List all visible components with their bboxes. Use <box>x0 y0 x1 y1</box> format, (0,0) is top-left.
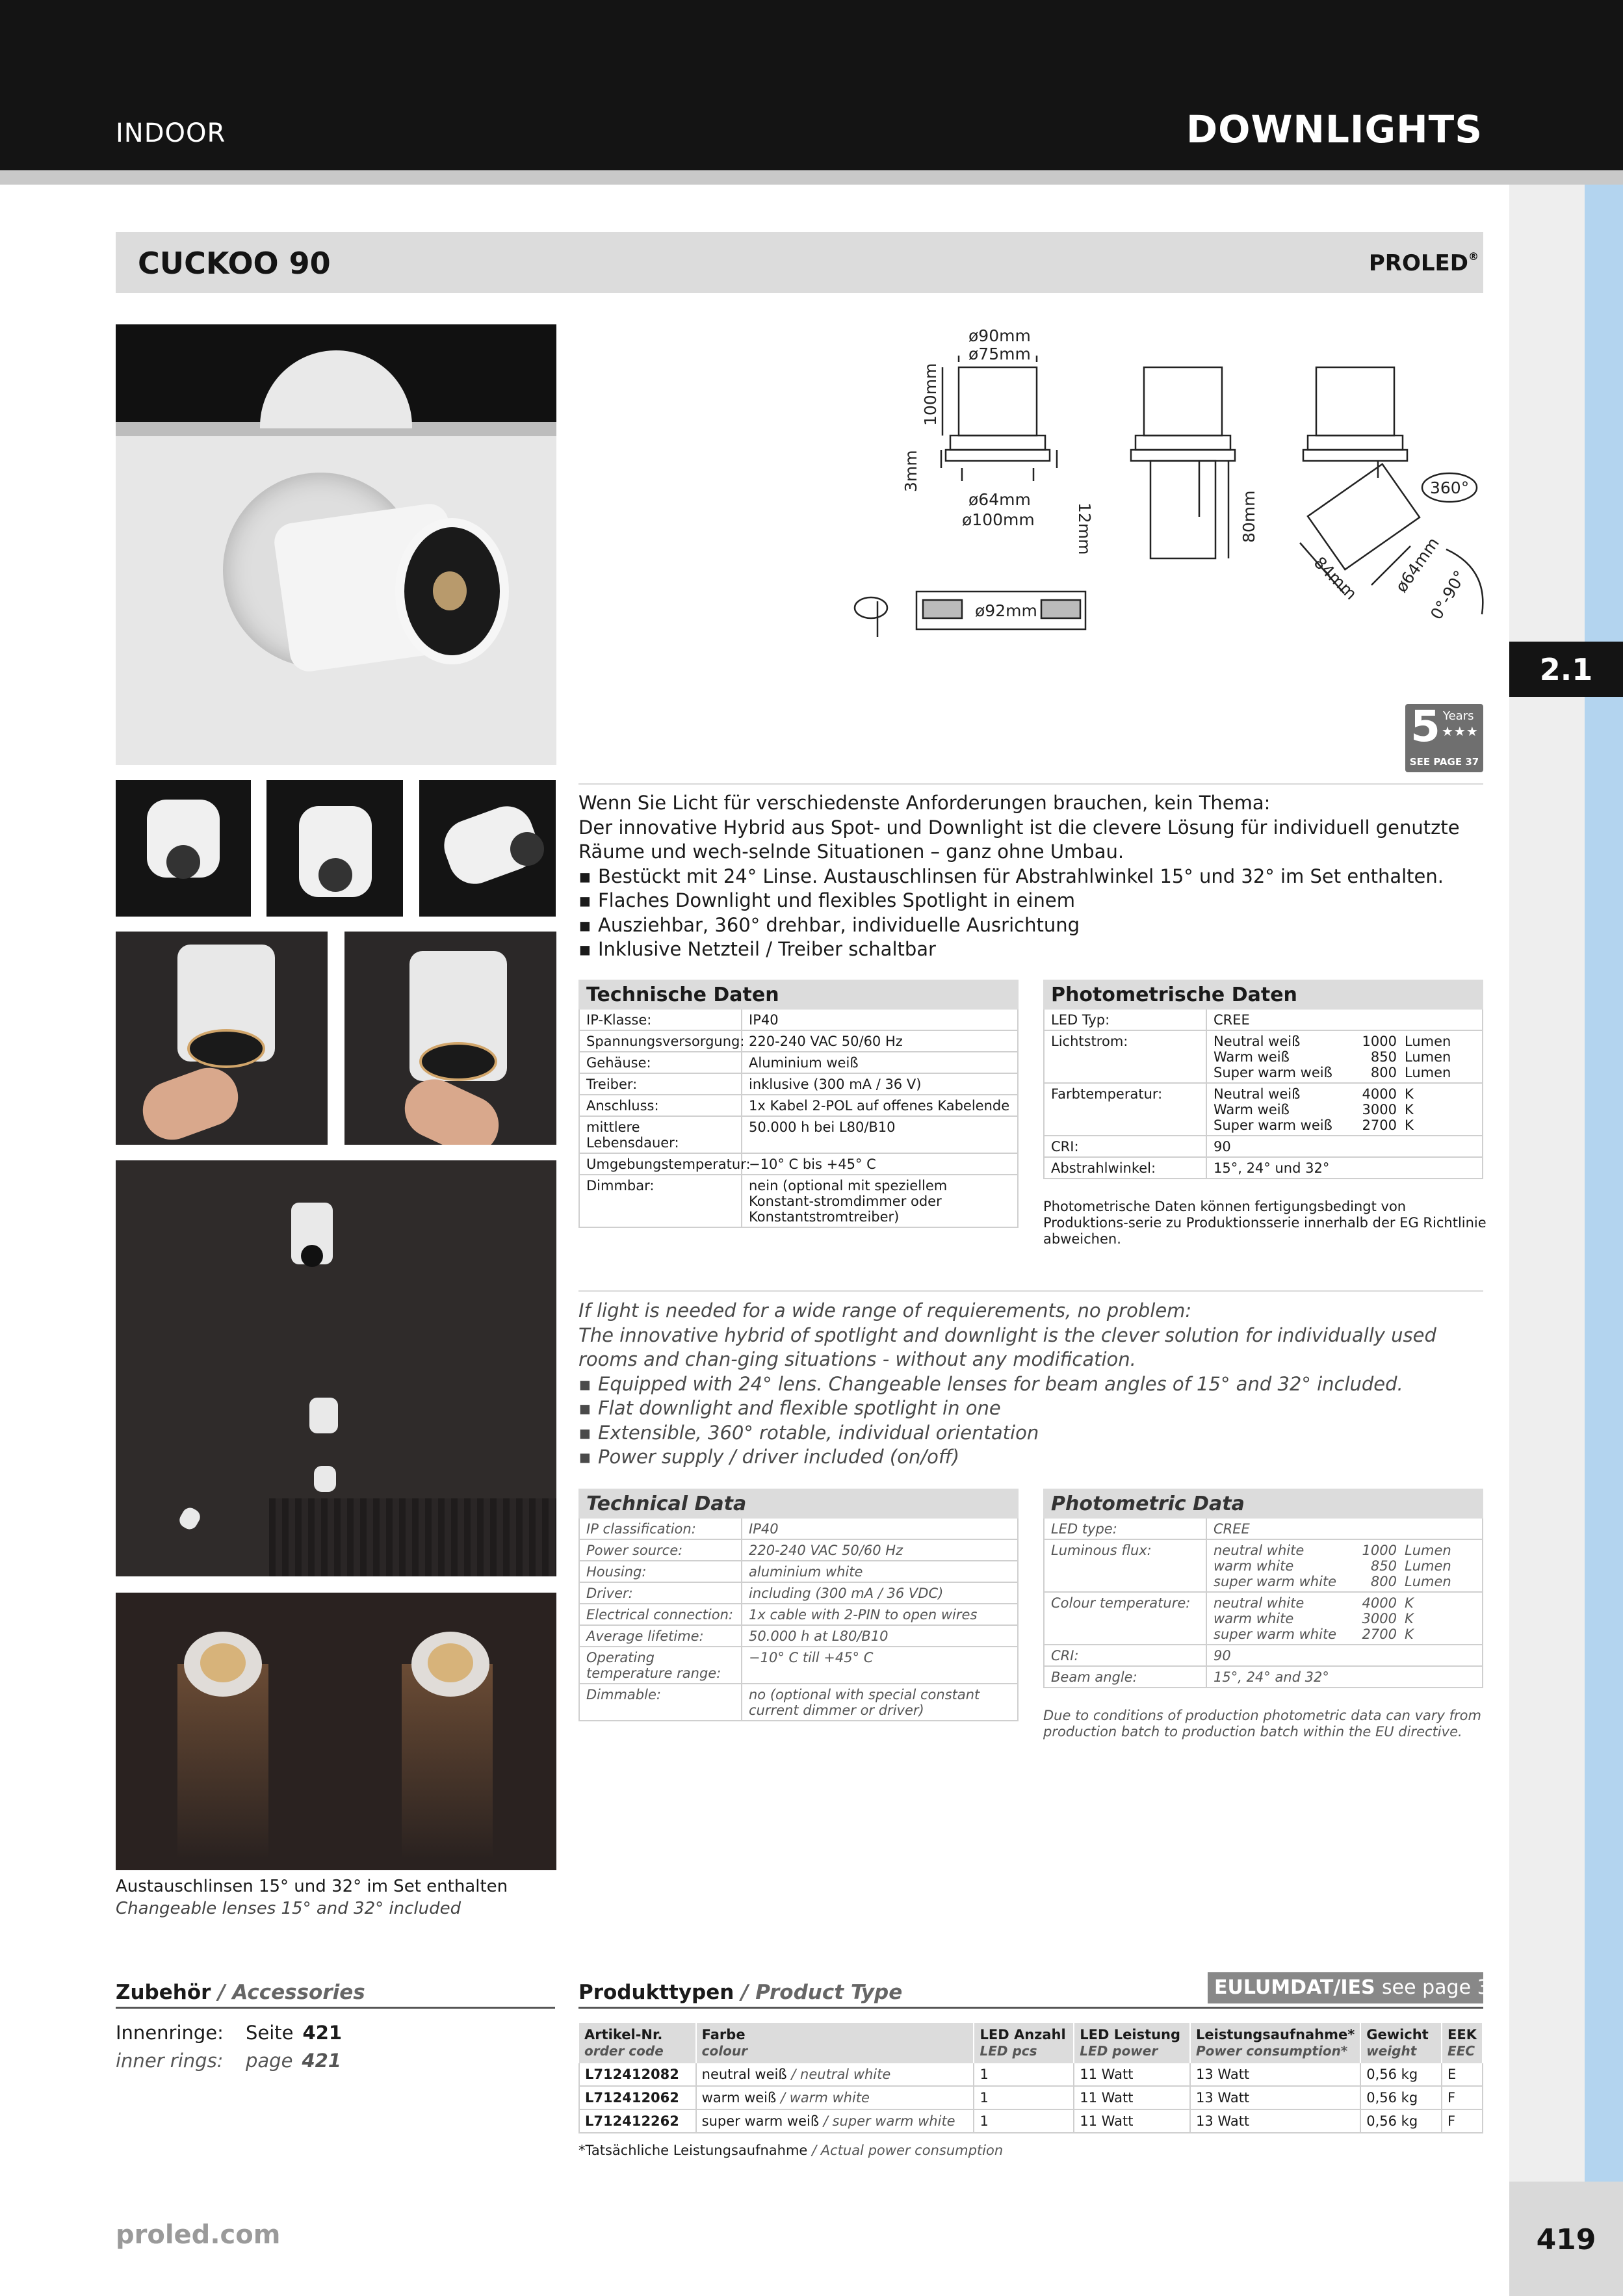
temp-name: Super warm weiß <box>1214 1117 1332 1133</box>
flux-value: 800 <box>1370 1065 1397 1080</box>
spec-value: 50.000 h bei L80/B10 <box>749 1119 896 1135</box>
dim-d64b: ø64mm <box>1392 534 1443 596</box>
product-types-table <box>578 2023 1483 2133</box>
spec-key: LED type: <box>1045 1519 1207 1539</box>
flux-value: 1000 <box>1362 1543 1397 1558</box>
photometric-data-de <box>1043 980 1483 1179</box>
consumption: 13 Watt <box>1190 2109 1360 2133</box>
dim-d92: ø92mm <box>975 601 1037 620</box>
flux-value: 850 <box>1370 1049 1397 1065</box>
description-de-intro1: Wenn Sie Licht für verschiedenste Anforderungen brauchen, kein Thema: <box>578 792 1271 814</box>
spec-key: Beam angle: <box>1045 1667 1207 1687</box>
dim-d90: ø90mm <box>968 326 1031 345</box>
temp-value: 2700 <box>1362 1626 1397 1642</box>
flux-value: 800 <box>1370 1574 1397 1589</box>
accessory-page-word: page <box>246 2050 293 2072</box>
temp-name: super warm white <box>1214 1626 1337 1642</box>
accessory-label: Innenringe: <box>116 2022 224 2044</box>
spec-key: Average lifetime: <box>580 1626 742 1646</box>
temp-unit: K <box>1405 1611 1414 1626</box>
description-en-bullet: ▪ Flat downlight and flexible spotlight in one <box>578 1396 1485 1421</box>
product-types-title-en: / Product Type <box>741 1981 903 2004</box>
flux-value: 850 <box>1370 1558 1397 1574</box>
led-power: 11 Watt <box>1074 2109 1190 2133</box>
spec-key: Treiber: <box>580 1074 742 1094</box>
description-de <box>578 791 1485 962</box>
accessory-page-link[interactable]: 421 <box>302 2022 343 2044</box>
spec-key: Housing: <box>580 1561 742 1582</box>
dim-rotation: 360° <box>1430 478 1470 497</box>
tech-data-de-title: Technische Daten <box>578 980 1019 1010</box>
spec-value: including (300 mA / 36 VDC) <box>749 1585 944 1601</box>
dim-tilt: 0°-90° <box>1427 567 1470 623</box>
spec-key: Electrical connection: <box>580 1604 742 1624</box>
spec-value: nein (optional mit speziellem Konstant-stromdimmer oder Konstantstromtreiber) <box>749 1178 948 1225</box>
eec: F <box>1442 2109 1483 2133</box>
weight: 0,56 kg <box>1360 2086 1442 2109</box>
flux-name: warm white <box>1214 1558 1294 1574</box>
dimension-drawing <box>838 322 1501 647</box>
spec-value: 220-240 VAC 50/60 Hz <box>749 1543 903 1558</box>
dim-d64: ø64mm <box>968 490 1031 509</box>
photometric-de-title: Photometrische Daten <box>1043 980 1483 1010</box>
product-types-title-de: Produkttypen <box>578 1981 734 2004</box>
flux-name: neutral white <box>1214 1543 1305 1558</box>
temp-value: 3000 <box>1362 1611 1397 1626</box>
spec-value: Aluminium weiß <box>749 1055 859 1071</box>
description-de-intro2: Der innovative Hybrid aus Spot- und Downlight ist die clevere Lösung für individuell genutzte Räume und wech-selnde Situationen – ganz ohne Umbau. <box>578 816 1460 863</box>
side-strip <box>1509 185 1585 2296</box>
spec-key: Farbtemperatur: <box>1045 1084 1207 1135</box>
colour: neutral weiß / neutral white <box>696 2063 974 2086</box>
spec-value: 50.000 h at L80/B10 <box>749 1628 889 1644</box>
flux-unit: Lumen <box>1405 1034 1451 1049</box>
accessories-title-de: Zubehör <box>116 1981 211 2004</box>
spec-value: 90 <box>1214 1648 1231 1663</box>
spec-key: Luminous flux: <box>1045 1540 1207 1591</box>
caption-en: Changeable lenses 15° and 32° included <box>116 1899 461 1918</box>
temp-value: 4000 <box>1362 1595 1397 1611</box>
spec-key: IP classification: <box>580 1519 742 1539</box>
footnote <box>578 2143 1003 2158</box>
warranty-years-number: 5 <box>1410 701 1440 751</box>
flux-unit: Lumen <box>1405 1065 1451 1080</box>
temp-unit: K <box>1405 1102 1414 1117</box>
tech-data-en-title: Technical Data <box>578 1489 1019 1519</box>
tech-data-de <box>578 980 1019 1228</box>
colour: super warm weiß / super warm white <box>696 2109 974 2133</box>
table-row <box>579 2109 1483 2133</box>
product-types-rule <box>578 2007 1483 2009</box>
warranty-badge[interactable] <box>1405 701 1483 772</box>
spec-value: IP40 <box>749 1012 779 1028</box>
consumption: 13 Watt <box>1190 2063 1360 2086</box>
flux-unit: Lumen <box>1405 1574 1451 1589</box>
warranty-see-page: SEE PAGE 37 <box>1409 756 1479 768</box>
product-thumb-1 <box>116 780 251 917</box>
temp-value: 3000 <box>1362 1102 1397 1117</box>
website-link[interactable]: proled.com <box>116 2220 281 2250</box>
photometric-note-en: Due to conditions of production photometric data can vary from production batch to production batch within the EU directive. <box>1043 1708 1481 1740</box>
col-header-consumption: Leistungsaufnahme* Power consumption* <box>1190 2023 1360 2063</box>
footnote-en: / Actual power consumption <box>812 2143 1004 2158</box>
flux-unit: Lumen <box>1405 1543 1451 1558</box>
spec-value: CREE <box>1214 1012 1250 1028</box>
order-code: L712412062 <box>579 2086 696 2109</box>
temp-unit: K <box>1405 1086 1414 1102</box>
description-en-bullet: ▪ Extensible, 360° rotable, individual orientation <box>578 1421 1485 1446</box>
caption-de: Austauschlinsen 15° und 32° im Set enthalten <box>116 1877 508 1896</box>
accessory-label: inner rings: <box>116 2050 224 2072</box>
divider-top <box>578 783 1483 785</box>
spec-key: CRI: <box>1045 1645 1207 1665</box>
spec-value: IP40 <box>749 1521 779 1537</box>
product-types-title <box>578 1981 902 2004</box>
photometric-data-en <box>1043 1489 1483 1688</box>
spec-key: Abstrahlwinkel: <box>1045 1158 1207 1178</box>
spec-value: 220-240 VAC 50/60 Hz <box>749 1034 903 1049</box>
flux-name: Warm weiß <box>1214 1049 1290 1065</box>
description-de-bullet: ▪ Ausziehbar, 360° drehbar, individuelle Ausrichtung <box>578 913 1485 938</box>
flux-name: Neutral weiß <box>1214 1034 1301 1049</box>
spec-key: Dimmable: <box>580 1684 742 1720</box>
spec-key: CRI: <box>1045 1136 1207 1156</box>
spec-key: Spannungsversorgung: <box>580 1031 742 1051</box>
eulumdat-link[interactable] <box>1208 1972 1502 2003</box>
product-name: CUCKOO 90 <box>138 246 331 281</box>
spec-value: 90 <box>1214 1139 1231 1155</box>
description-de-bullet: ▪ Inklusive Netzteil / Treiber schaltbar <box>578 937 1485 962</box>
description-en-intro1: If light is needed for a wide range of requierements, no problem: <box>578 1299 1192 1322</box>
flux-value: 1000 <box>1362 1034 1397 1049</box>
led-pcs: 1 <box>974 2086 1074 2109</box>
spec-value: inklusive (300 mA / 36 V) <box>749 1076 922 1092</box>
flux-name: Super warm weiß <box>1214 1065 1332 1080</box>
spec-key: LED Typ: <box>1045 1010 1207 1030</box>
spec-value: no (optional with special constant current dimmer or driver) <box>749 1687 980 1718</box>
accessory-page-link[interactable]: 421 <box>302 2050 341 2072</box>
spec-key: Umgebungstemperatur: <box>580 1154 742 1174</box>
spec-key: Driver: <box>580 1583 742 1603</box>
dim-h80: 80mm <box>1240 490 1258 543</box>
photometric-en-title: Photometric Data <box>1043 1489 1483 1519</box>
tech-data-en <box>578 1489 1019 1721</box>
temp-value: 4000 <box>1362 1086 1397 1102</box>
dim-l84: 84mm <box>1310 553 1361 604</box>
consumption: 13 Watt <box>1190 2086 1360 2109</box>
category-title: DOWNLIGHTS <box>1186 107 1483 151</box>
eec: F <box>1442 2086 1483 2109</box>
led-power: 11 Watt <box>1074 2086 1190 2109</box>
spec-value: 1x cable with 2-PIN to open wires <box>749 1607 978 1623</box>
room-photo <box>116 1160 556 1576</box>
spec-value: −10° C bis +45° C <box>749 1156 876 1172</box>
product-thumb-2 <box>266 780 403 917</box>
footnote-de: *Tatsächliche Leistungsaufnahme <box>578 2143 808 2158</box>
dim-d100: ø100mm <box>962 510 1035 529</box>
led-power: 11 Watt <box>1074 2063 1190 2086</box>
description-en-bullet: ▪ Power supply / driver included (on/off) <box>578 1445 1485 1470</box>
eec: E <box>1442 2063 1483 2086</box>
spec-key: IP-Klasse: <box>580 1010 742 1030</box>
temp-unit: K <box>1405 1595 1414 1611</box>
divider-mid <box>578 1290 1483 1292</box>
spec-key: Lichtstrom: <box>1045 1031 1207 1082</box>
temp-unit: K <box>1405 1117 1414 1133</box>
warranty-stars-icon: ★★★ <box>1442 724 1479 739</box>
description-de-bullet: ▪ Flaches Downlight und flexibles Spotlight in einem <box>578 889 1485 913</box>
weight: 0,56 kg <box>1360 2063 1442 2086</box>
eulumdat-label: EULUMDAT/IES <box>1214 1976 1375 1999</box>
description-en-bullet: ▪ Equipped with 24° lens. Changeable lenses for beam angles of 15° and 32° included. <box>578 1372 1485 1397</box>
order-code: L712412262 <box>579 2109 696 2133</box>
spec-key: Colour temperature: <box>1045 1593 1207 1644</box>
description-en-intro2: The innovative hybrid of spotlight and downlight is the clever solution for individually used rooms and chan-ging situations - without any modification. <box>578 1324 1436 1370</box>
col-header-code: Artikel-Nr. order code <box>579 2023 696 2063</box>
hand-photo-1 <box>116 932 328 1145</box>
brand-name: PROLED <box>1368 250 1468 276</box>
col-header-led-pcs: LED Anzahl LED pcs <box>974 2023 1074 2063</box>
col-header-colour: Farbe colour <box>696 2023 974 2063</box>
eulumdat-see: see page 34 <box>1382 1976 1502 1999</box>
accessories-rule <box>116 2007 555 2009</box>
temp-name: Warm weiß <box>1214 1102 1290 1117</box>
table-row <box>579 2086 1483 2109</box>
spec-value: −10° C till +45° C <box>749 1650 874 1665</box>
col-header-weight: Gewicht weight <box>1360 2023 1442 2063</box>
photometric-note-de: Photometrische Daten können fertigungsbedingt von Produktions-serie zu Produktionsserie innerhalb der EG Richtlinie abweichen. <box>1043 1199 1487 1247</box>
lights-photo <box>116 1593 556 1870</box>
flux-unit: Lumen <box>1405 1558 1451 1574</box>
spec-value: 1x Kabel 2-POL auf offenes Kabelende <box>749 1098 1010 1114</box>
spec-key: Gehäuse: <box>580 1052 742 1073</box>
spec-value: CREE <box>1214 1521 1250 1537</box>
accessory-page-word: Seite <box>246 2022 294 2044</box>
side-color-strip <box>1585 185 1623 2182</box>
temp-unit: K <box>1405 1626 1414 1642</box>
accessories-title-en: / Accessories <box>218 1981 365 2004</box>
dim-h12: 12mm <box>1075 502 1094 555</box>
temp-name: Neutral weiß <box>1214 1086 1301 1102</box>
accessories-title <box>116 1981 365 2004</box>
spec-value: 15°, 24° und 32° <box>1214 1160 1330 1176</box>
table-row <box>579 2063 1483 2086</box>
dim-d75: ø75mm <box>968 345 1031 363</box>
warranty-years-label: Years <box>1443 709 1474 723</box>
colour: warm weiß / warm white <box>696 2086 974 2109</box>
dim-h3: 3mm <box>902 450 920 492</box>
description-de-bullet: ▪ Bestückt mit 24° Linse. Austauschlinsen für Abstrahlwinkel 15° und 32° im Set enthalten. <box>578 865 1485 889</box>
product-photo-main <box>116 324 556 765</box>
flux-name: super warm white <box>1214 1574 1337 1589</box>
col-header-eec: EEK EEC <box>1442 2023 1483 2063</box>
temp-name: neutral white <box>1214 1595 1305 1611</box>
led-pcs: 1 <box>974 2109 1074 2133</box>
page-number: 419 <box>1536 2223 1596 2256</box>
order-code: L712412082 <box>579 2063 696 2086</box>
dim-h100: 100mm <box>921 363 940 426</box>
section-label: INDOOR <box>116 118 226 148</box>
spec-key: Power source: <box>580 1540 742 1560</box>
spec-key: mittlere Lebensdauer: <box>580 1117 742 1153</box>
spec-key: Operating temperature range: <box>580 1647 742 1683</box>
flux-unit: Lumen <box>1405 1049 1451 1065</box>
led-pcs: 1 <box>974 2063 1074 2086</box>
brand-logo: PROLED® <box>1368 250 1479 276</box>
temp-value: 2700 <box>1362 1117 1397 1133</box>
spec-value: 15°, 24° and 32° <box>1214 1669 1329 1685</box>
spec-value: aluminium white <box>749 1564 863 1580</box>
temp-name: warm white <box>1214 1611 1294 1626</box>
chapter-tab[interactable]: 2.1 <box>1509 642 1623 697</box>
product-thumb-3 <box>419 780 556 917</box>
hand-photo-2 <box>344 932 556 1145</box>
spec-key: Dimmbar: <box>580 1175 742 1227</box>
description-en <box>578 1299 1485 1470</box>
spec-key: Anschluss: <box>580 1095 742 1115</box>
weight: 0,56 kg <box>1360 2109 1442 2133</box>
col-header-led-power: LED Leistung LED power <box>1074 2023 1190 2063</box>
header-rule <box>0 170 1623 185</box>
